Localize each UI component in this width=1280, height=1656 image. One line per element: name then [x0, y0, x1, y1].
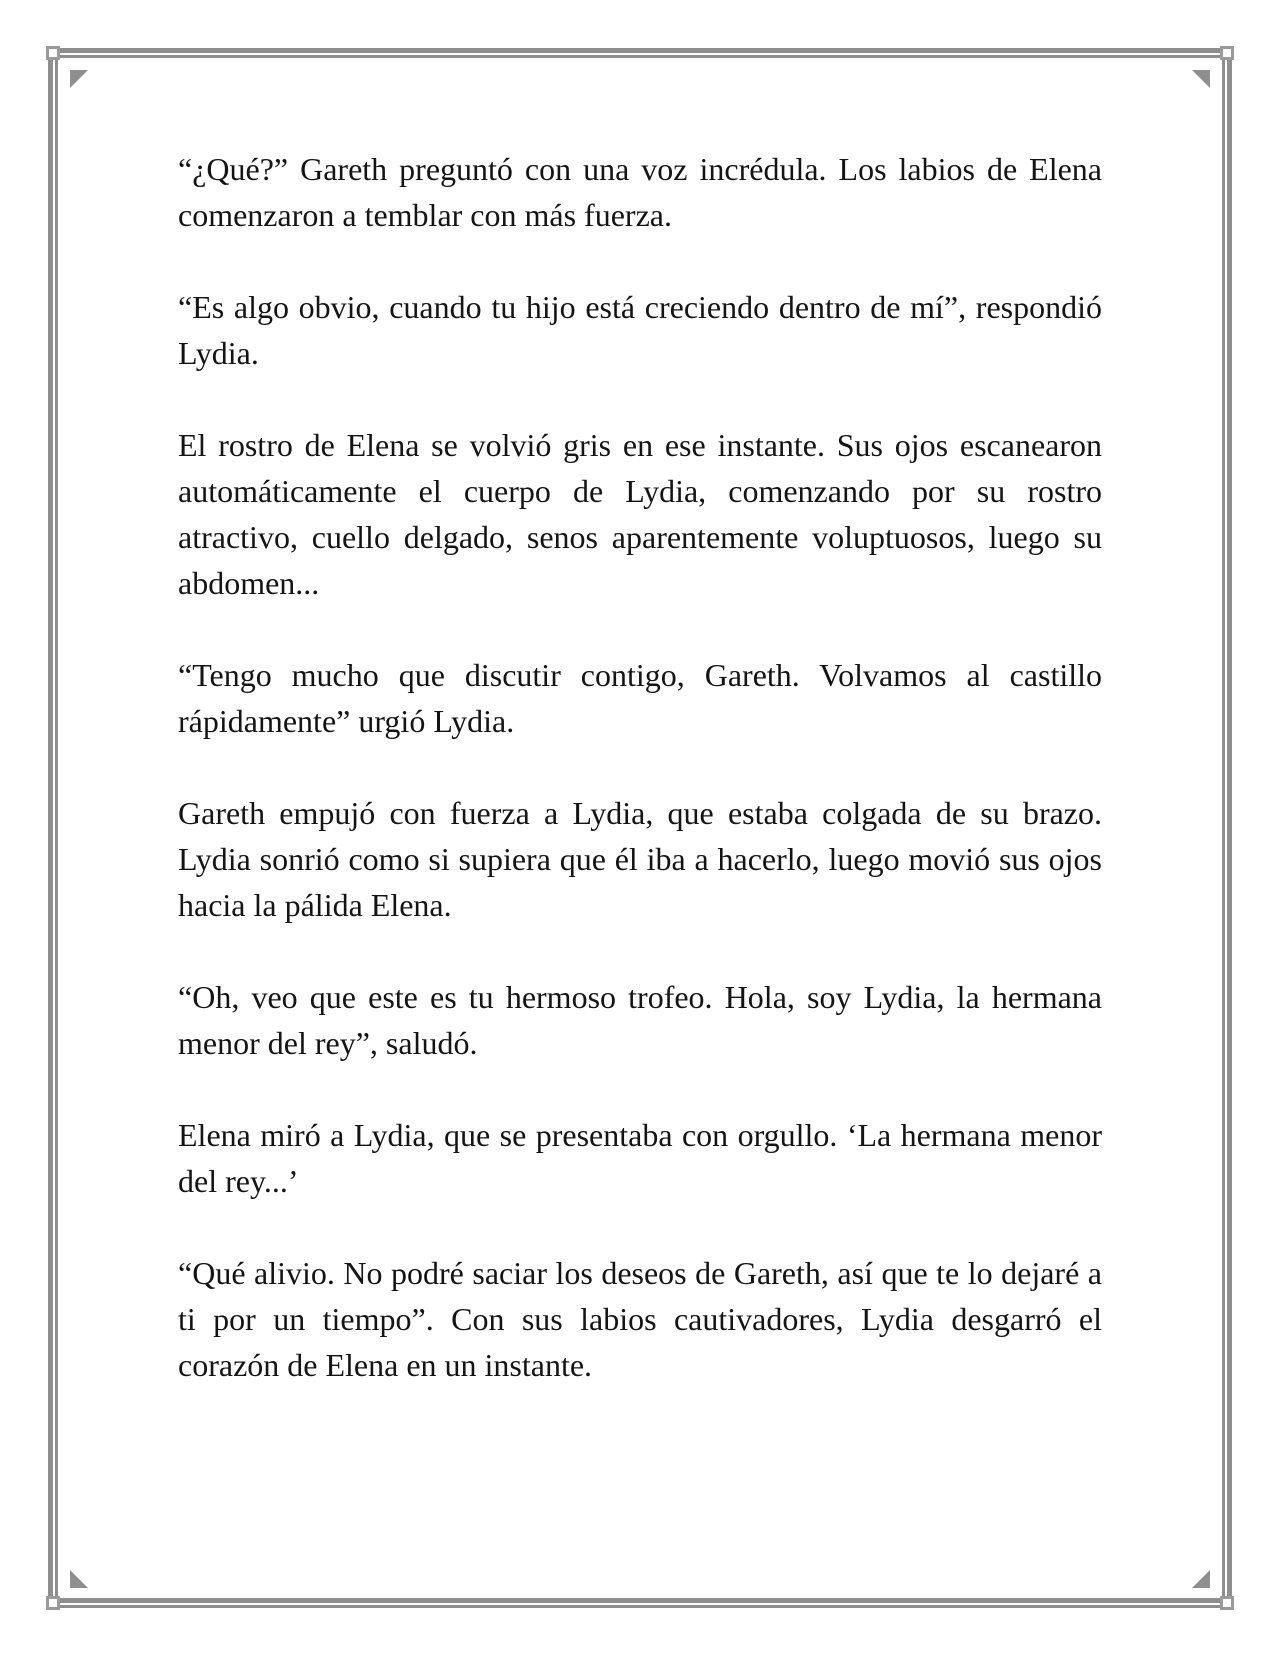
- corner-ornament-bottom-left: [46, 1596, 60, 1610]
- paragraph: Elena miró a Lydia, que se presentaba con orgullo. ‘La hermana menor del rey...’: [178, 1117, 1102, 1199]
- corner-triangle-bottom-right-icon: [1192, 1570, 1210, 1588]
- corner-ornament-bottom-right: [1220, 1596, 1234, 1610]
- paragraph: Gareth empujó con fuerza a Lydia, que estaba colgada de su brazo. Lydia sonrió como si supiera que él iba a hacerlo, luego movió sus ojos hacia la pálida Elena.: [178, 795, 1102, 923]
- frame-top-border: [58, 48, 1222, 60]
- paragraph: “Qué alivio. No podré saciar los deseos de Gareth, así que te lo dejaré a ti por un tiempo”. Con sus labios cautivadores, Lydia desgarró el corazón de Elena en un instante.: [178, 1255, 1102, 1383]
- paragraph: “Es algo obvio, cuando tu hijo está creciendo dentro de mí”, respondió Lydia.: [178, 289, 1102, 371]
- paragraph: “Oh, veo que este es tu hermoso trofeo. Hola, soy Lydia, la hermana menor del rey”, saludó.: [178, 979, 1102, 1061]
- corner-ornament-top-left: [46, 46, 60, 60]
- paragraph: “Tengo mucho que discutir contigo, Gareth. Volvamos al castillo rápidamente” urgió Lydia.: [178, 657, 1102, 739]
- paragraph: “¿Qué?” Gareth preguntó con una voz incrédula. Los labios de Elena comenzaron a temblar con más fuerza.: [178, 151, 1102, 233]
- corner-triangle-top-right-icon: [1192, 70, 1210, 88]
- corner-triangle-top-left-icon: [70, 70, 88, 88]
- corner-ornament-top-right: [1220, 46, 1234, 60]
- paragraph: El rostro de Elena se volvió gris en ese instante. Sus ojos escanearon automáticamente el cuerpo de Lydia, comenzando por su rostro atractivo, cuello delgado, senos aparentemente voluptuosos, luego su abdomen...: [178, 427, 1102, 601]
- story-text: [178, 146, 1102, 1434]
- frame-left-border: [48, 58, 60, 1604]
- frame-bottom-border: [58, 1598, 1222, 1610]
- corner-triangle-bottom-left-icon: [70, 1570, 88, 1588]
- frame-right-border: [1220, 58, 1232, 1604]
